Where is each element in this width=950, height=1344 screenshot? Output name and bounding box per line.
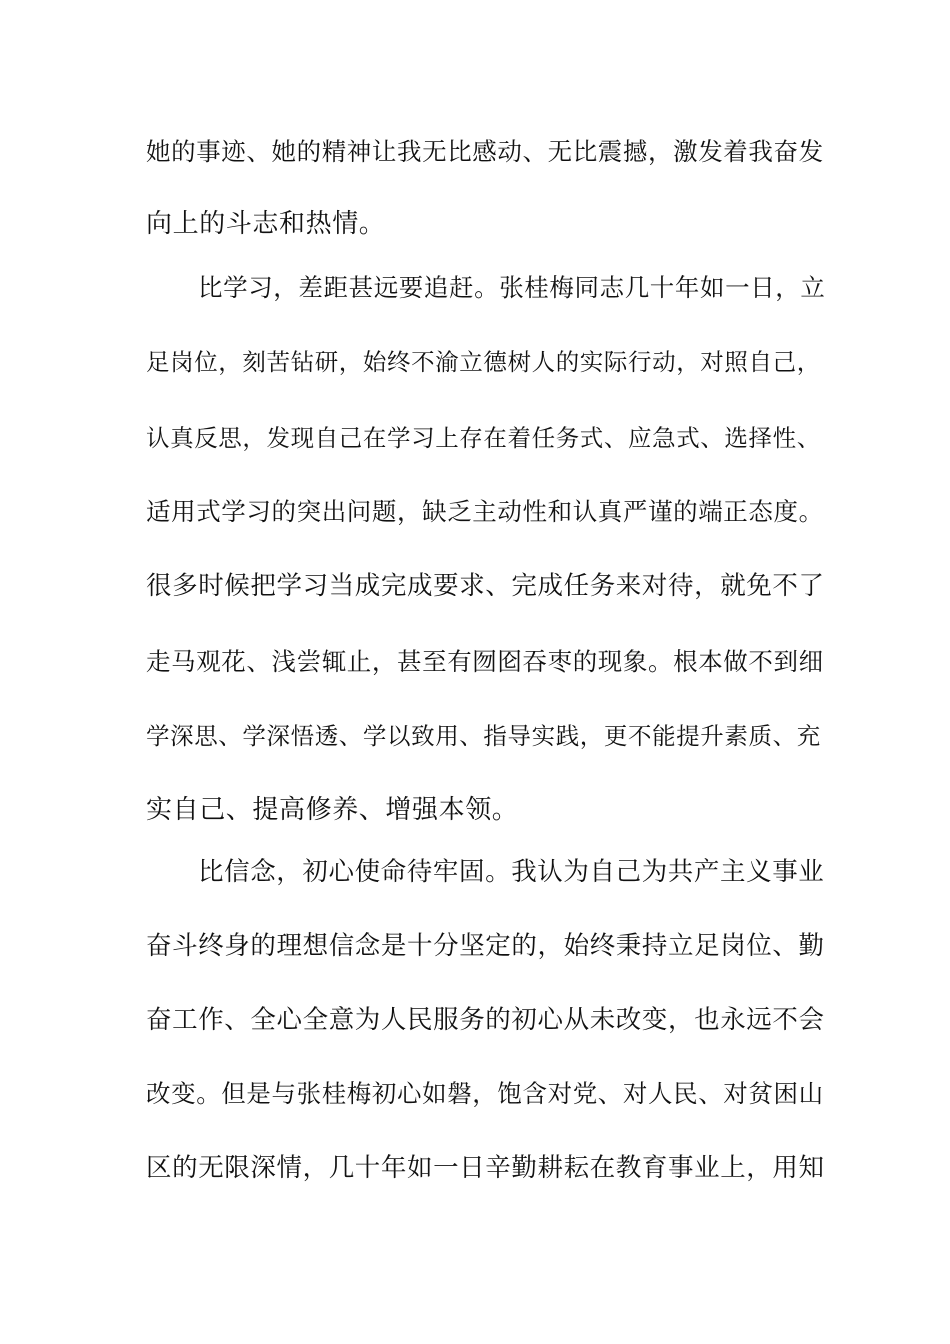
text-line: 向上的斗志和热情。 (146, 209, 386, 239)
text-line: 改变。但是与张桂梅初心如磐，饱含对党、对人民、对贫困山 (146, 1079, 824, 1108)
text-line: 实自己、提高修养、增强本领。 (146, 795, 519, 825)
paragraph-start-line: 比学习，差距甚远要追赶。张桂梅同志几十年如一日，立 (198, 273, 826, 302)
text-line: 走马观花、浅尝辄止，甚至有囫囵吞枣的现象。根本做不到细 (146, 647, 824, 676)
text-line: 适用式学习的突出问题，缺乏主动性和认真严谨的端正态度。 (146, 497, 824, 526)
text-line: 学深思、学深悟透、学以致用、指导实践，更不能提升素质、充 (146, 722, 821, 750)
text-line: 奋斗终身的理想信念是十分坚定的，始终秉持立足岗位、勤 (146, 931, 825, 961)
text-line: 奋工作、全心全意为人民服务的初心从未改变，也永远不会 (146, 1005, 825, 1035)
text-line: 足岗位，刻苦钻研，始终不渝立德树人的实际行动，对照自己， (146, 348, 821, 376)
text-line: 区的无限深情，几十年如一日辛勤耕耘在教育事业上，用知 (146, 1153, 825, 1183)
text-line: 她的事迹、她的精神让我无比感动、无比震撼，激发着我奋发 (146, 137, 824, 166)
text-line: 很多时候把学习当成完成要求、完成任务来对待，就免不了 (146, 571, 825, 601)
paragraph-start-line: 比信念，初心使命待牢固。我认为自己为共产主义事业 (198, 857, 825, 887)
text-line: 认真反思，发现自己在学习上存在着任务式、应急式、选择性、 (146, 424, 821, 452)
